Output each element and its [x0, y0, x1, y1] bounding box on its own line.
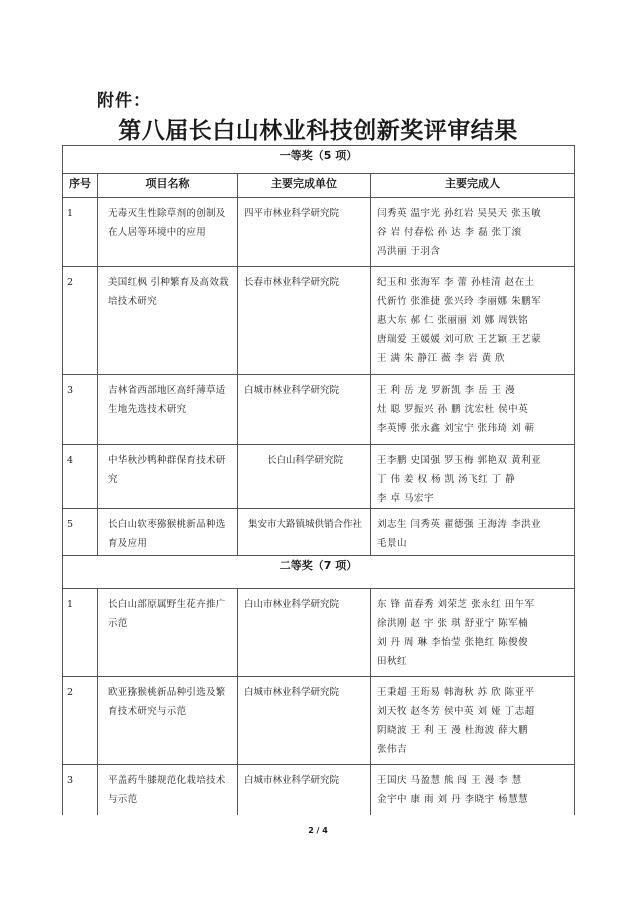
- people-line: 东 锋 苗春秀 刘荣芝 张永红 田午军: [377, 599, 535, 610]
- people-line: 田秋红: [377, 656, 408, 667]
- completion-people: [371, 509, 575, 556]
- completion-unit: 集安市大路镇城供销合作社: [238, 509, 371, 556]
- column-header-people: 主要完成人: [371, 174, 575, 198]
- table-row: [63, 267, 575, 375]
- table-row: [63, 509, 575, 556]
- completion-unit: 白城市林业科学研究院: [238, 677, 371, 765]
- people-line: 金宇中 康 雨 刘 丹 李晓宇 杨慧慧: [377, 794, 529, 805]
- completion-people: [371, 677, 575, 765]
- table-row: [63, 445, 575, 509]
- row-number: 2: [63, 677, 98, 765]
- completion-unit: 长白山科学研究院: [238, 445, 371, 509]
- row-number: 1: [63, 198, 98, 267]
- project-name: 长白山部原属野生花卉推广示范: [98, 589, 238, 677]
- column-header-name: 项目名称: [98, 174, 238, 198]
- people-line: 李英博 张永鑫 刘宝宁 张玮琦 刘 蕲: [377, 423, 535, 434]
- project-name: 吉林省西部地区高纤薄草适生地先选技术研究: [98, 375, 238, 445]
- completion-unit: 白城市林业科学研究院: [238, 765, 371, 815]
- people-line: 阴晓波 王 利 王 漫 杜海波 薛大鹏: [377, 725, 529, 736]
- completion-unit: 长春市林业科学研究院: [238, 267, 371, 375]
- row-number: 1: [63, 589, 98, 677]
- completion-people: [371, 589, 575, 677]
- people-line: 毛景山: [377, 538, 408, 549]
- people-line: 张伟吉: [377, 744, 408, 755]
- people-line: 刘 丹 周 琳 李怡莹 张艳红 陈俊俊: [377, 637, 529, 648]
- people-line: 王 利 岳 龙 罗新凯 李 岳 王 漫: [377, 385, 516, 396]
- project-name: 欧亚猕猴桃新品种引选及繁育技术研究与示范: [98, 677, 238, 765]
- people-line: 王国庆 马盈慧 熊 闯 王 漫 李 慧: [377, 775, 522, 786]
- table-row: [63, 375, 575, 445]
- first-prize-header-row: [63, 146, 575, 174]
- column-header-row: [63, 174, 575, 198]
- people-line: 刘天牧 赵冬芳 侯中英 刘 娅 丁志超: [377, 706, 535, 717]
- row-number: 2: [63, 267, 98, 375]
- table-row: [63, 589, 575, 677]
- completion-people: [371, 445, 575, 509]
- project-name: 美国红枫 引种繁育及高效栽培技术研究: [98, 267, 238, 375]
- people-line: 唐瑞爱 王媛媛 刘可欣 王艺颖 王艺蒙: [377, 334, 542, 345]
- people-line: 代新竹 张淮捷 张兴玲 李丽娜 朱鹏军: [377, 296, 542, 307]
- people-line: 纪玉和 张海军 李 蕾 孙桂清 赵在土: [377, 277, 535, 288]
- people-line: 徐洪刚 赵 宇 张 琪 舒亚宁 陈军楠: [377, 618, 529, 629]
- completion-people: [371, 765, 575, 815]
- completion-unit: 白山市林业科学研究院: [238, 589, 371, 677]
- people-line: 冯洪丽 于羽含: [377, 246, 441, 257]
- completion-people: [371, 198, 575, 267]
- project-name: 无毒灭生性除草剂的创制及在人居等环境中的应用: [98, 198, 238, 267]
- people-line: 王 满 朱 静江 薇 李 岩 黄 欣: [377, 353, 506, 364]
- people-line: 惠大东 郝 仁 张丽丽 刘 娜 周铁铭: [377, 315, 529, 326]
- people-line: 灶 聪 罗振兴 孙 鹏 沈宏杜 侯中英: [377, 404, 529, 415]
- row-number: 3: [63, 375, 98, 445]
- row-number: 3: [63, 765, 98, 815]
- document-title: 第八届长白山林业科技创新奖评审结果: [118, 118, 518, 144]
- completion-people: [371, 375, 575, 445]
- people-line: 李 卓 马宏宇: [377, 493, 435, 504]
- people-line: 闫秀英 温宇光 孙红岩 吴昊天 张玉敏: [377, 208, 542, 219]
- table-row: [63, 765, 575, 815]
- second-prize-header-row: [63, 556, 575, 589]
- attachment-label: 附件：: [97, 91, 151, 111]
- completion-people: [371, 267, 575, 375]
- row-number: 4: [63, 445, 98, 509]
- project-name: 长白山软枣猕猴桃新品种选育及应用: [98, 509, 238, 556]
- second-prize-header: 二等奖（7 项）: [63, 556, 575, 589]
- results-table: [62, 145, 575, 815]
- page-number: 2 / 4: [308, 826, 328, 835]
- completion-unit: 四平市林业科学研究院: [238, 198, 371, 267]
- column-header-unit: 主要完成单位: [238, 174, 371, 198]
- people-line: 刘志生 闫秀英 翟德强 王海涛 李洪业: [377, 519, 542, 530]
- table-row: [63, 198, 575, 267]
- people-line: 王秉超 王珩易 韩海秋 苏 欣 陈亚平: [377, 687, 535, 698]
- people-line: 王李鹏 史国强 罗玉梅 郭艳双 黄利亚: [377, 455, 542, 466]
- people-line: 丁 伟 姜 权 杨 凯 汤飞红 丁 静: [377, 474, 516, 485]
- first-prize-header: 一等奖（5 项）: [63, 146, 575, 174]
- row-number: 5: [63, 509, 98, 556]
- table-row: [63, 677, 575, 765]
- people-line: 谷 岩 付春松 孙 达 李 磊 张丁滚: [377, 227, 522, 238]
- column-header-no: 序号: [63, 174, 98, 198]
- project-name: 中华秋沙鸭种群保育技术研究: [98, 445, 238, 509]
- completion-unit: 白城市林业科学研究院: [238, 375, 371, 445]
- project-name: 平盖药牛膝规范化栽培技术与示范: [98, 765, 238, 815]
